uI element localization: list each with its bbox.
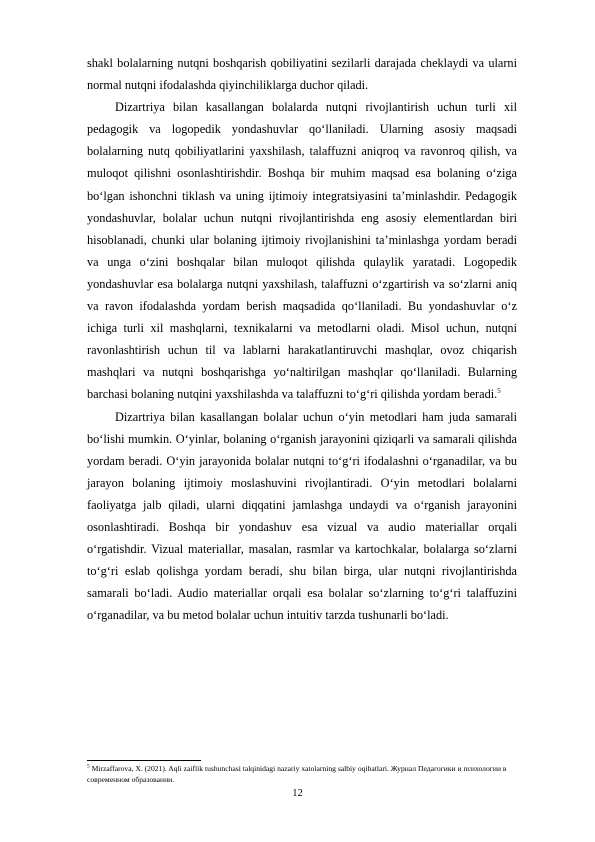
paragraph-2-text: Dizartriya bilan kasallangan bolalarda nutqni rivojlantirish uchun turli xil pedagogik va logopedik yondashuvlar qo‘llaniladi. Ularning asosiy maqsadi bolalarning nutq qobiliyatlarini yaxshilash, talaffuzni aniqroq va ravonroq qilish, va muloqot qilishni osonlashtirishdir. Boshqa bir muhim maqsad esa bolaning o‘ziga bo‘lgan ishonchni tiklash va uning ijtimoiy integratsiyasini ta’minlashdir. Pedagogik yondashuvlar, bolalar uchun nutqni rivojlantirishda eng asosiy elementlardan biri hisoblanadi, chunki ular bolaning ijtimoiy rivojlanishini ta’minlashga yordam beradi va unga o‘zini boshqalar bilan muloqot qilishda qulaylik yaratadi. Logopedik yondashuvlar esa bolalarga nutqni yaxshilash, talaffuzni o‘zgartirish va so‘zlarni aniq va ravon ifodalashda yordam berish maqsadida qo‘llaniladi. Bu yondashuvlar o‘z ichiga turli xil mashqlarni, texnikalarni va metodlarni oladi. Misol uchun, nutqni ravonlashtirish uchun til va lablarni harakatlantiruvchi mashqlar, ovoz chiqarish mashqlari va nutqni boshqarishga yo‘naltirilgan mashqlar qo‘llaniladi. Bularning barchasi bolaning nutqini yaxshilashda va talaffuzni to‘g‘ri qilishda yordam beradi.: [87, 100, 517, 402]
body-text: [87, 52, 517, 626]
paragraph-3-text: Dizartriya bilan kasallangan bolalar uchun o‘yin metodlari ham juda samarali bo‘lishi mumkin. O‘yinlar, bolaning o‘rganish jarayonini qiziqarli va samarali qilishda yordam beradi. O‘yin jarayonida bolalar nutqni to‘g‘ri ifodalashni o‘rganadilar, va bu jarayon bolaning ijtimoiy moslashuvini rivojlantiradi. O‘yin metodlari bolalarni faoliyatga jalb qiladi, ularni diqqatini jamlashga undaydi va o‘rganish jarayonini osonlashtiradi. Boshqa bir yondashuv esa vizual va audio materiallar orqali o‘rgatishdir. Vizual materiallar, masalan, rasmlar va kartochkalar, bolalarga so‘zlarni to‘g‘ri eslab qolishga yordam beradi, shu bilan birga, ular nutqni rivojlantirishda samarali bo‘ladi. Audio materiallar orqali esa bolalar so‘zlarning to‘g‘ri talaffuzini o‘rganadilar, va bu metod bolalar uchun intuitiv tarzda tushunarli bo‘ladi.: [87, 409, 517, 623]
footnote: [87, 763, 527, 785]
footnote-number: 5: [87, 763, 90, 770]
paragraph-1-text: shakl bolalarning nutqni boshqarish qobiliyatini sezilarli darajada cheklaydi va ularni normal nutqni ifodalashda qiyinchiliklarga duchor qiladi.: [87, 56, 517, 93]
paragraph-2: [87, 96, 517, 405]
footnote-separator: [87, 760, 201, 761]
footnote-reference[interactable]: 5: [497, 387, 501, 396]
footnote-text: Mirzaffarova, X. (2021). Aqli zaiflik tushunchasi talqinidagi nazariy xatolarning salbiy oqibatlari. Журнал Педагогики и психологии в современном образовании.: [87, 764, 507, 784]
page-number: 12: [292, 788, 303, 799]
paragraph-3: [87, 406, 517, 627]
paragraph-1: [87, 52, 517, 96]
